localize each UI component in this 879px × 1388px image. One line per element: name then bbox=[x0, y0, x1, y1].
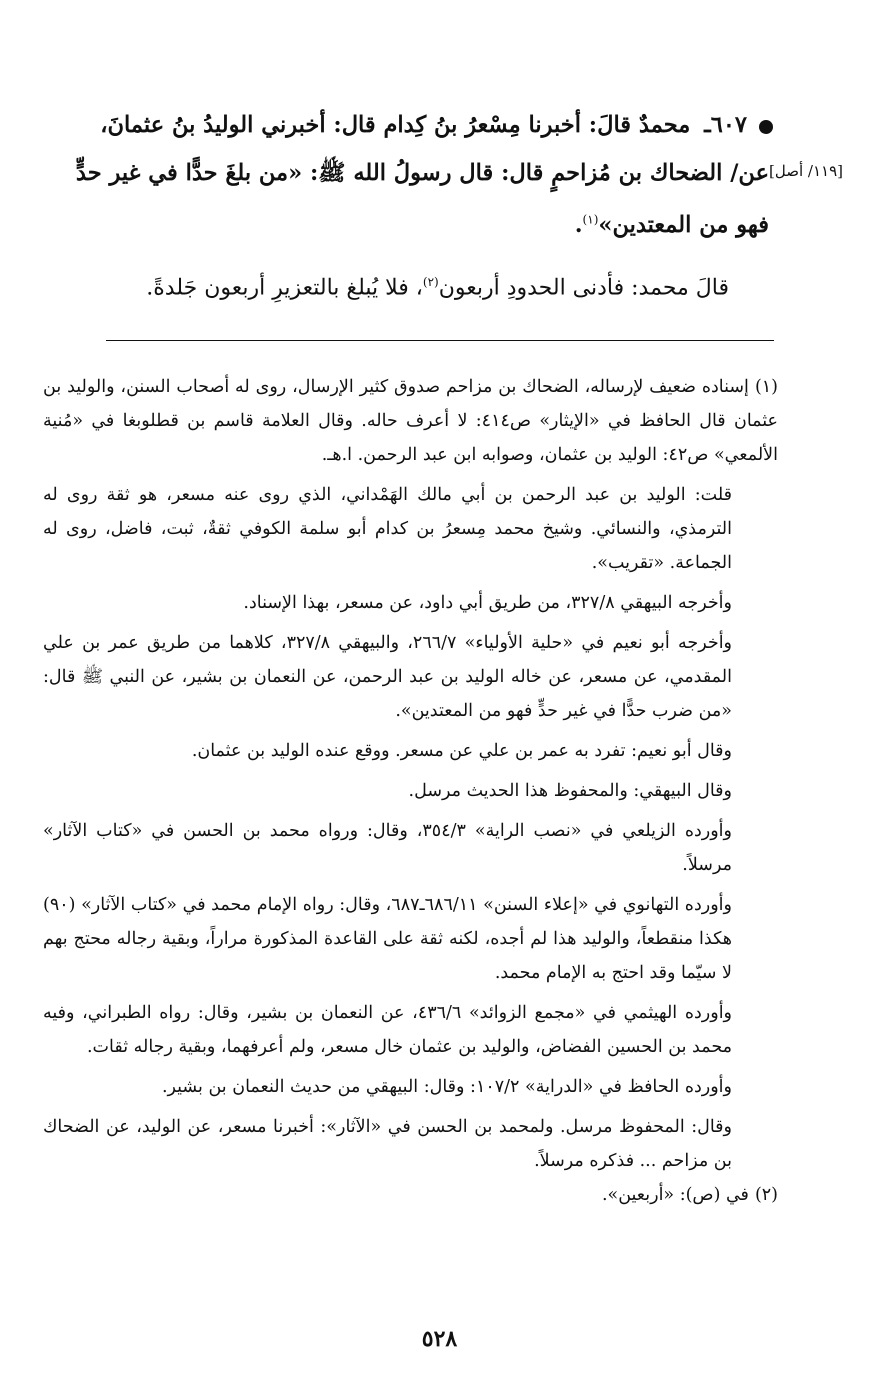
footnote-text: في (ص): «أربعين». bbox=[601, 1185, 749, 1205]
footnote-paragraph: وأورده الهيثمي في «مجمع الزوائد» ٤٣٦/٦، عن النعمان بن بشير، وقال: رواه الطبراني، وفيه محمد بن الحسين الفضاض، والوليد بن عثمان خال مسعر، ولم أعرفهما، وبقية رجاله ثقات. bbox=[43, 1003, 733, 1057]
footnote-text: إسناده ضعيف لإرساله، الضحاك بن مزاحم صدوق كثير الإرسال، روى له أصحاب السنن، والوليد بن عثمان قال الحافظ في «الإيثار» ص٤١٤: لا أعرف حاله. وقال العلامة قاسم بن قطلوبغا في «مُنية الألمعي» ص٤٢: الوليد بن عثمان، وصوابه ابن عبد الرحمن. ا.هـ. bbox=[43, 377, 778, 465]
hadith-text-line-2: عن/ الضحاك بن مُزاحمٍ قال: قال رسولُ الله ﷺ: «من بلغَ حدًّا في غير حدٍّ bbox=[75, 160, 769, 186]
footnote-paragraph: وقال أبو نعيم: تفرد به عمر بن علي عن مسعر. ووقع عنده الوليد بن عثمان. bbox=[191, 741, 732, 761]
footnote-marker: (٢) bbox=[754, 1185, 778, 1205]
footnote-paragraph: وأورده الزيلعي في «نصب الراية» ٣٥٤/٣، وقال: ورواه محمد بن الحسن في «كتاب الآثار» مرسلاً. bbox=[43, 821, 732, 875]
hadith-line-3 bbox=[49, 212, 769, 239]
footnote-1 bbox=[43, 370, 778, 472]
muhammad-remark-part-2: ، فلا يُبلغ بالتعزيرِ أربعون جَلدةً. bbox=[146, 275, 423, 301]
hadith-line-3-end: . bbox=[574, 212, 583, 238]
page-number: ٥٢٨ bbox=[421, 1326, 458, 1352]
muhammad-remark bbox=[29, 275, 729, 302]
footnote-2 bbox=[43, 1178, 778, 1212]
margin-reference: [١١٩/ أصل] bbox=[769, 162, 843, 180]
footnote-paragraph: وأورده التهانوي في «إعلاء السنن» ٦٨٦/١١ـ٦٨٧، وقال: رواه الإمام محمد في «كتاب الآثار» (٩٠) هكذا منقطعاً، والوليد هذا لم أجده، لكنه ثقة على القاعدة المذكورة مراراً، وبقية رجاله محتج بهم لا سيّما وقد احتج به الإمام محمد. bbox=[43, 895, 732, 983]
footnote-paragraph: وأورده الحافظ في «الدراية» ١٠٧/٢: وقال: البيهقي من حديث النعمان بن بشير. bbox=[161, 1077, 732, 1097]
hadith-line-2 bbox=[49, 160, 769, 187]
footnote-marker: (١) bbox=[754, 377, 778, 397]
footnote-paragraph: وقال البيهقي: والمحفوظ هذا الحديث مرسل. bbox=[408, 781, 732, 801]
footnote-divider bbox=[106, 340, 774, 341]
hadith-text-line-1: محمدٌ قالَ: أخبرنا مِسْعرُ بنُ كِدام قال: أخبرني الوليدُ بنُ عثمانَ، bbox=[100, 112, 691, 138]
footnote-paragraph: وأخرجه البيهقي ٣٢٧/٨، من طريق أبي داود، عن مسعر، بهذا الإسناد. bbox=[243, 593, 732, 613]
hadith-text-line-3: فهو من المعتدين» bbox=[598, 212, 769, 238]
footnote-paragraph: وقال: المحفوظ مرسل. ولمحمد بن الحسن في «الآثار»: أخبرنا مسعر، عن الوليد، عن الضحاك بن مزاحم ... فذكره مرسلاً. bbox=[43, 1117, 732, 1171]
hadith-number: ٦٠٧ـ bbox=[704, 112, 747, 138]
footnote-ref-2[interactable]: (٢) bbox=[422, 275, 439, 289]
footnotes-section bbox=[43, 370, 778, 1218]
footnote-paragraph: وأخرجه أبو نعيم في «حلية الأولياء» ٢٦٦/٧، والبيهقي ٣٢٧/٨، كلاهما من طريق عمر بن علي المقدمي، عن مسعر، عن خاله الوليد بن عبد الرحمن، عن النعمان بن بشير، عن النبي ﷺ قال: «من ضرب حدًّا في غير حدٍّ فهو من المعتدين». bbox=[43, 633, 733, 721]
muhammad-remark-part-1: قالَ محمد: فأدنى الحدودِ أربعون bbox=[438, 275, 729, 301]
footnote-ref-1[interactable]: (١) bbox=[582, 212, 599, 227]
bullet-icon bbox=[759, 120, 773, 134]
hadith-line-1 bbox=[27, 112, 747, 139]
footnote-paragraph: قلت: الوليد بن عبد الرحمن بن أبي مالك الهَمْداني، الذي روى عنه مسعر، هو ثقة روى له الترمذي، والنسائي. وشيخ محمد مِسعرُ بن كدام أبو سلمة الكوفي ثقةٌ، ثبت، فاضل، روى له الجماعة. «تقريب». bbox=[43, 485, 732, 573]
